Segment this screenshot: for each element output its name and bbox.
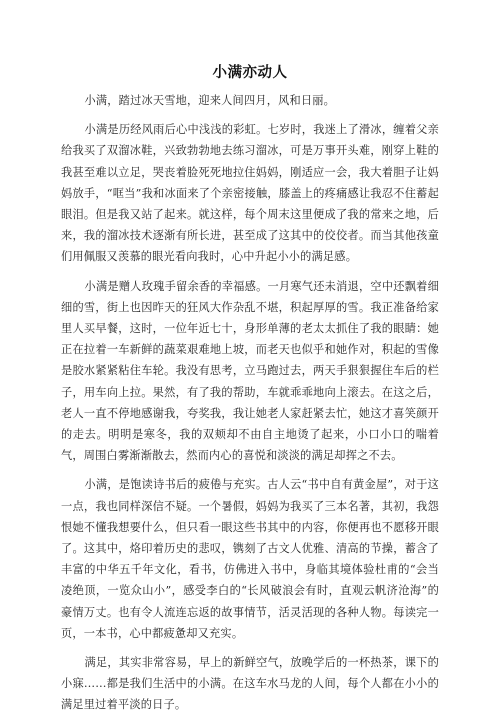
paragraph-reading: 小满，是饱读诗书后的疲倦与充实。古人云“书中自有黄金屋”，对于这一点，我也同样深信不疑。一个暑假，妈妈为我买了三本名著，其初，我怨恨她不懂我想要什么，但只看一眼这些书其中的内容，你便再也不愿移开眼了。这其中，烙印着历史的悲叹，镌刻了古文人优雅、清高的节操，蓄含了丰富的中华五千年文化，看书，仿佛进入书中，身临其境体验杜甫的“会当凌绝顶，一览众山小”，感受李白的“长风破浪会有时，直观云帆济沧海”的豪情万丈。也有令人流连忘返的故事情节，活灵活现的各种人物。每读完一页，一本书，心中都疲惫却又充实。 — [61, 478, 439, 640]
document-title: 小满亦动人 — [212, 65, 288, 81]
paragraph-helping: 小满是赠人玫瑰手留余香的幸福感。一月寒气还未消退，空中还飘着细细的雪，街上也因昨天的狂风大作杂乱不堪，积起厚厚的雪。我正准备给家里人买早餐，这时，一位年近七十，身形单薄的老太太抓住了我的眼睛：她正在拉着一车新鲜的蔬菜艰难地上坡，而老天也似乎和她作对，积起的雪像是胶水紧紧粘住车轮。我没有思考，立马跑过去，两天手狠狠握住车后的栏子，用车向上拉。果然，有了我的帮助，车就乖乖地向上滚去。在这之后，老人一直不停地感谢我，夸奖我，我让她老人家赶紧去忙，她这才喜笑颜开的走去。明明是寒冬，我的双颊却不由自主地烫了起来，小口小口的喘着气，周围白雾渐渐散去，然而内心的喜悦和淡淡的满足却挥之不去。 — [61, 279, 439, 463]
paragraph-conclusion: 满足，其实非常容易，早上的新鲜空气，放晚学后的一杯热茶，课下的小寐……都是我们生活中的小满。在这车水马龙的人间，每个人都在小小的满足里过着平淡的日子。 — [61, 656, 439, 712]
paragraph-skating: 小满是历经风雨后心中浅浅的彩虹。七岁时，我迷上了滑冰，缠着父亲给我买了双溜冰鞋，兴致勃勃地去练习溜冰，可是万事开头难，刚穿上鞋的我甚至难以立足，哭丧着脸死死地拉住妈妈，刚适应一会，我大着胆子让妈妈放手，“哐当”我和冰面来了个亲密接触，膝盖上的疼痛感让我忍不住蓄起眼泪。但是我又站了起来。就这样，每个周末这里便成了我的常来之地，后来，我的溜冰技术逐渐有所长进，甚至成了这其中的佼佼者。而当其他孩童们用佩服又羡慕的眼光看向我时，心中升起小小的满足感。 — [61, 123, 439, 264]
paragraph-intro: 小满，踏过冰天雪地，迎来人间四月，风和日丽。 — [84, 94, 336, 107]
document-body — [61, 90, 439, 724]
